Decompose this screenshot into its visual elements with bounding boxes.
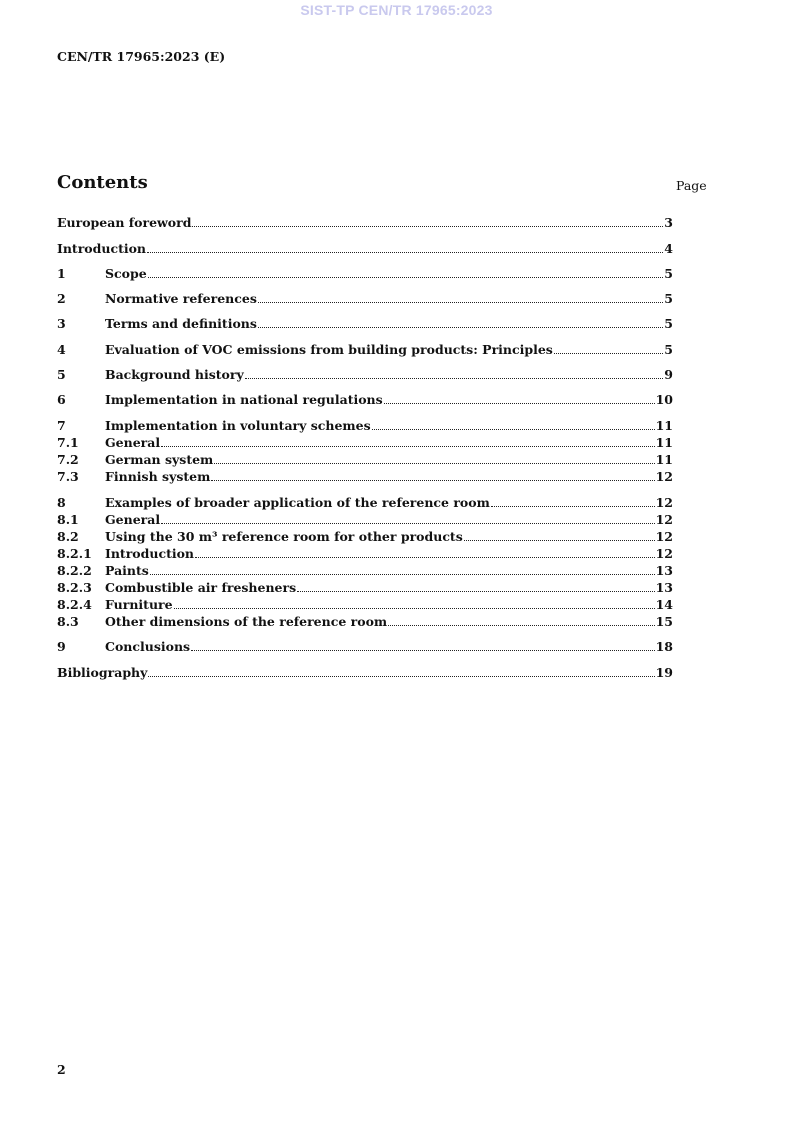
toc-entry-page: 12 — [655, 529, 673, 544]
toc-entry-number: 8.2.3 — [57, 580, 92, 595]
toc-entry-title: Examples of broader application of the reference room — [105, 495, 490, 510]
toc-leader-dots — [150, 573, 655, 575]
toc-entry-title: Finnish system — [105, 469, 211, 484]
toc-entry-9[interactable] — [57, 638, 673, 655]
toc-leader-dots — [464, 539, 655, 541]
toc-entry-8-3[interactable] — [57, 613, 673, 630]
toc-entry-number: 8.3 — [57, 614, 79, 629]
toc-entry-page: 11 — [655, 435, 673, 450]
footer-page-number: 2 — [57, 1062, 66, 1077]
toc-entry-page: 11 — [655, 418, 673, 433]
toc-entry-page: 12 — [655, 469, 673, 484]
toc-entry-number: 8.2 — [57, 529, 79, 544]
toc-entry-page: 9 — [664, 367, 673, 382]
toc-entry-page: 13 — [655, 563, 673, 578]
toc-entry-title: Implementation in voluntary schemes — [105, 418, 371, 433]
toc-entry-8-1[interactable] — [57, 511, 673, 528]
toc-entry-title: Other dimensions of the reference room — [105, 614, 388, 629]
toc-leader-dots — [191, 649, 655, 651]
page-column-label: Page — [676, 178, 707, 193]
toc-leader-dots — [148, 675, 654, 677]
document-id-header: CEN/TR 17965:2023 (E) — [57, 49, 226, 64]
toc-leader-dots — [148, 276, 664, 278]
toc-leader-dots — [174, 607, 655, 609]
toc-entry-page: 5 — [664, 266, 673, 281]
toc-entry-8-2-2[interactable] — [57, 562, 673, 579]
toc-entry-title: Background history — [105, 367, 244, 382]
toc-entry-page: 5 — [664, 342, 673, 357]
toc-entry-title: Bibliography — [57, 665, 148, 680]
toc-leader-dots — [192, 225, 663, 227]
toc-leader-dots — [372, 428, 655, 430]
toc-entry-title: General — [105, 435, 161, 450]
toc-entry-number: 7.3 — [57, 469, 79, 484]
toc-entry-title: Implementation in national regulations — [105, 392, 383, 407]
toc-entry-introduction[interactable] — [57, 240, 673, 257]
toc-entry-number: 1 — [57, 266, 66, 281]
toc-leader-dots — [297, 590, 654, 592]
toc-entry-number: 4 — [57, 342, 66, 357]
toc-entry-title: Furniture — [105, 597, 173, 612]
toc-entry-8-2-1[interactable] — [57, 545, 673, 562]
toc-entry-title: Normative references — [105, 291, 257, 306]
toc-leader-dots — [554, 352, 663, 354]
toc-entry-title: European foreword — [57, 215, 192, 230]
toc-entry-6[interactable] — [57, 391, 673, 408]
toc-entry-title: Conclusions — [105, 639, 191, 654]
toc-entry-7-1[interactable] — [57, 434, 673, 451]
toc-entry-title: Combustible air fresheners — [105, 580, 297, 595]
toc-entry-number: 8.1 — [57, 512, 79, 527]
toc-entry-8-2-4[interactable] — [57, 596, 673, 613]
toc-entry-7[interactable] — [57, 417, 673, 434]
toc-entry-title: Introduction — [105, 546, 195, 561]
toc-leader-dots — [161, 522, 654, 524]
toc-entry-page: 4 — [664, 241, 673, 256]
toc-entry-page: 18 — [655, 639, 673, 654]
toc-leader-dots — [384, 402, 655, 404]
toc-entry-8[interactable] — [57, 494, 673, 511]
toc-leader-dots — [258, 326, 663, 328]
toc-leader-dots — [245, 377, 664, 379]
toc-entry-5[interactable] — [57, 366, 673, 383]
toc-entry-number: 2 — [57, 291, 66, 306]
toc-entry-page: 13 — [655, 580, 673, 595]
toc-entry-number: 8.2.1 — [57, 546, 92, 561]
toc-entry-page: 10 — [655, 392, 673, 407]
toc-entry-number: 6 — [57, 392, 66, 407]
toc-entry-page: 3 — [664, 215, 673, 230]
toc-entry-page: 12 — [655, 495, 673, 510]
toc-entry-4[interactable] — [57, 341, 673, 358]
toc-entry-title: Paints — [105, 563, 149, 578]
toc-entry-page: 14 — [655, 597, 673, 612]
toc-entry-page: 19 — [655, 665, 673, 680]
toc-entry-bibliography[interactable] — [57, 664, 673, 681]
toc-entry-number: 9 — [57, 639, 66, 654]
toc-entry-3[interactable] — [57, 315, 673, 332]
toc-entry-title: Terms and definitions — [105, 316, 257, 331]
toc-leader-dots — [195, 556, 655, 558]
toc-entry-number: 7 — [57, 418, 66, 433]
toc-leader-dots — [161, 445, 654, 447]
toc-entry-number: 5 — [57, 367, 66, 382]
toc-entry-2[interactable] — [57, 290, 673, 307]
toc-entry-page: 12 — [655, 512, 673, 527]
toc-entry-number: 3 — [57, 316, 66, 331]
toc-entry-title: Introduction — [57, 241, 147, 256]
toc-entry-page: 5 — [664, 316, 673, 331]
toc-entry-foreword[interactable] — [57, 214, 673, 231]
toc-entry-1[interactable] — [57, 265, 673, 282]
toc-entry-number: 8.2.4 — [57, 597, 92, 612]
toc-leader-dots — [211, 479, 654, 481]
contents-title: Contents — [57, 172, 148, 193]
toc-entry-7-2[interactable] — [57, 451, 673, 468]
toc-entry-number: 7.1 — [57, 435, 79, 450]
toc-entry-title: Evaluation of VOC emissions from building products: Principles — [105, 342, 553, 357]
toc-leader-dots — [214, 462, 654, 464]
toc-leader-dots — [491, 505, 655, 507]
toc-entry-page: 12 — [655, 546, 673, 561]
toc-entry-number: 7.2 — [57, 452, 79, 467]
toc-entry-page: 5 — [664, 291, 673, 306]
toc-leader-dots — [388, 624, 654, 626]
toc-entry-7-3[interactable] — [57, 468, 673, 485]
toc-entry-number: 8.2.2 — [57, 563, 92, 578]
watermark: SIST-TP CEN/TR 17965:2023 — [300, 2, 493, 18]
toc-entry-title: General — [105, 512, 161, 527]
toc-entry-page: 15 — [655, 614, 673, 629]
toc-entry-page: 11 — [655, 452, 673, 467]
toc-leader-dots — [258, 301, 663, 303]
toc-entry-title: Scope — [105, 266, 147, 281]
toc-entry-number: 8 — [57, 495, 66, 510]
toc-entry-title: German system — [105, 452, 214, 467]
toc-leader-dots — [147, 251, 663, 253]
toc-entry-8-2[interactable] — [57, 528, 673, 545]
toc-entry-8-2-3[interactable] — [57, 579, 673, 596]
toc-entry-title: Using the 30 m³ reference room for other products — [105, 529, 463, 544]
